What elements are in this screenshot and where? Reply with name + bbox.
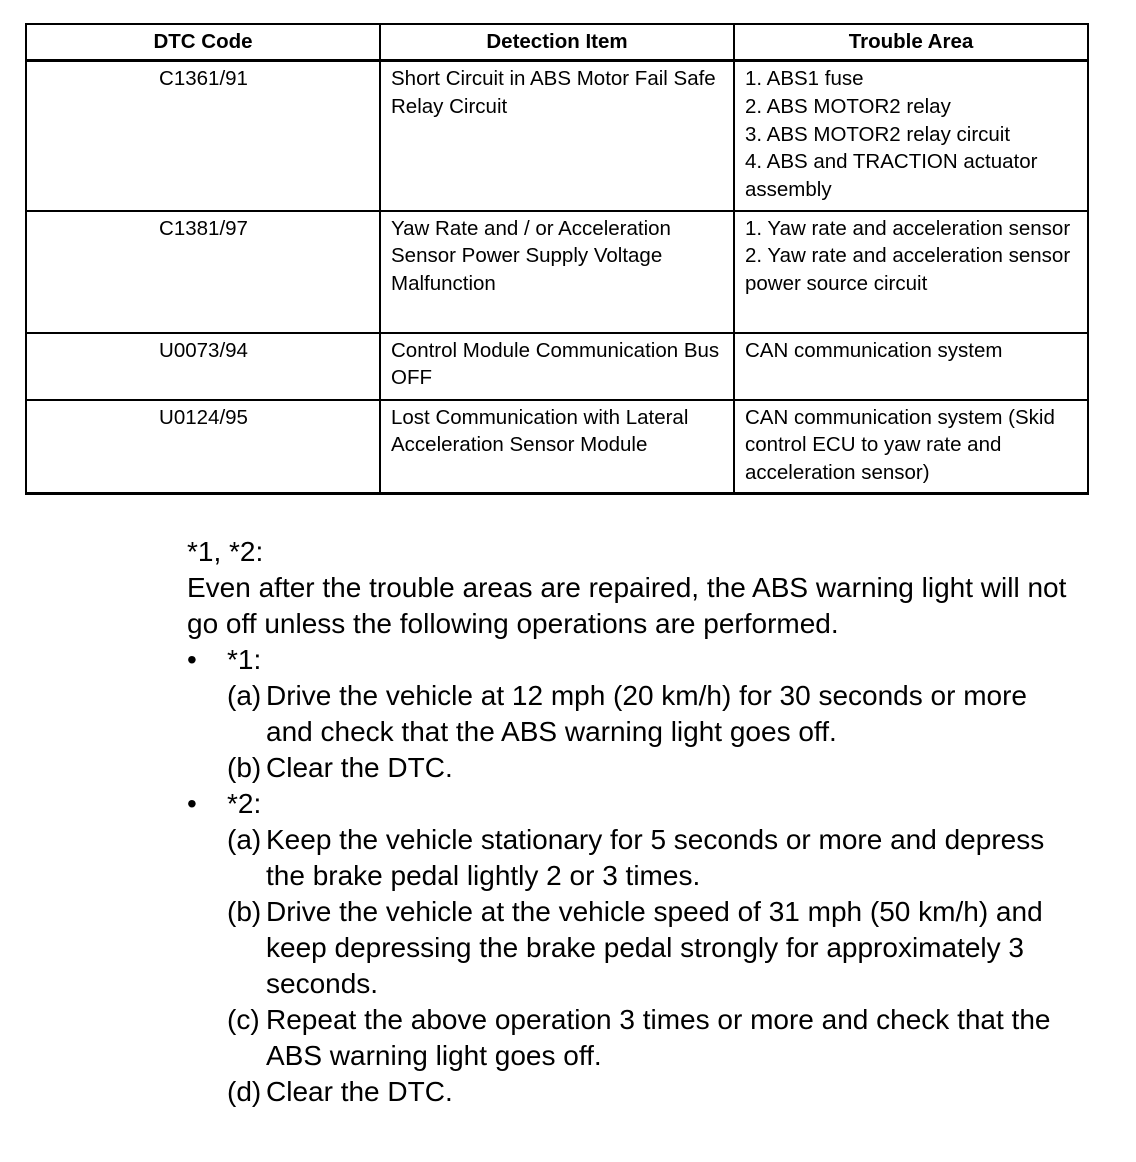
step-letter: (b) bbox=[227, 896, 262, 927]
step-text: Clear the DTC. bbox=[266, 1076, 453, 1107]
detection-item-cell: Lost Communication with Lateral Acceleration Sensor Module bbox=[380, 400, 734, 494]
table-row bbox=[26, 333, 1088, 400]
bullet-label: *1: bbox=[227, 644, 262, 675]
trouble-area-cell bbox=[734, 211, 1088, 333]
step-text: Repeat the above operation 3 times or more and check that the ABS warning light goes off. bbox=[266, 1004, 1051, 1071]
header-detection-item: Detection Item bbox=[380, 24, 734, 61]
step-item bbox=[187, 1074, 1067, 1110]
bullet-icon: • bbox=[187, 644, 197, 675]
dtc-code-cell: U0124/95 bbox=[26, 400, 380, 494]
detection-item-cell: Yaw Rate and / or Acceleration Sensor Power Supply Voltage Malfunction bbox=[380, 211, 734, 333]
notes-intro: Even after the trouble areas are repaired, the ABS warning light will not go off unless the following operations are performed. bbox=[187, 572, 1067, 639]
header-dtc-code: DTC Code bbox=[26, 24, 380, 61]
trouble-area-line: 4. ABS and TRACTION actuator assembly bbox=[745, 150, 1038, 202]
bullet-item bbox=[187, 786, 1067, 822]
step-text: Clear the DTC. bbox=[266, 752, 453, 783]
bullet-item bbox=[187, 642, 1067, 678]
dtc-code-cell: U0073/94 bbox=[26, 333, 380, 400]
notes-reference: *1, *2: bbox=[187, 536, 264, 567]
header-trouble-area: Trouble Area bbox=[734, 24, 1088, 61]
trouble-area-line: CAN communication system (Skid control ECU to yaw rate and acceleration sensor) bbox=[745, 405, 1055, 485]
bullet-label: *2: bbox=[227, 788, 262, 819]
dtc-table bbox=[25, 23, 1089, 495]
table-row bbox=[26, 400, 1088, 494]
notes-section bbox=[187, 534, 1067, 1110]
step-item bbox=[187, 1002, 1067, 1074]
step-letter: (a) bbox=[227, 824, 262, 855]
trouble-area-line: CAN communication system bbox=[745, 338, 1003, 362]
dtc-code-cell: C1361/91 bbox=[26, 61, 380, 211]
step-letter: (d) bbox=[227, 1076, 262, 1107]
step-text: Drive the vehicle at 12 mph (20 km/h) for 30 seconds or more and check that the ABS warning light goes off. bbox=[266, 680, 1028, 747]
dtc-code-cell: C1381/97 bbox=[26, 211, 380, 333]
step-item bbox=[187, 750, 1067, 786]
trouble-area-cell bbox=[734, 400, 1088, 494]
step-text: Drive the vehicle at the vehicle speed of 31 mph (50 km/h) and keep depressing the brake pedal strongly for approximately 3 seconds. bbox=[266, 896, 1043, 999]
trouble-area-line: 2. Yaw rate and acceleration sensor power source circuit bbox=[745, 244, 1071, 296]
trouble-area-line: 3. ABS MOTOR2 relay circuit bbox=[745, 122, 1011, 146]
table-row bbox=[26, 61, 1088, 211]
trouble-area-line: 2. ABS MOTOR2 relay bbox=[745, 94, 951, 118]
step-item bbox=[187, 894, 1067, 1002]
table-header-row bbox=[26, 24, 1088, 61]
bullet-icon: • bbox=[187, 788, 197, 819]
trouble-area-line: 1. ABS1 fuse bbox=[745, 67, 864, 90]
detection-item-cell: Short Circuit in ABS Motor Fail Safe Relay Circuit bbox=[380, 61, 734, 211]
step-letter: (b) bbox=[227, 752, 262, 783]
step-item bbox=[187, 678, 1067, 750]
trouble-area-line: 1. Yaw rate and acceleration sensor bbox=[745, 216, 1071, 240]
detection-item-cell: Control Module Communication Bus OFF bbox=[380, 333, 734, 400]
step-text: Keep the vehicle stationary for 5 seconds or more and depress the brake pedal lightly 2 or 3 times. bbox=[266, 824, 1045, 891]
step-letter: (c) bbox=[227, 1004, 260, 1035]
trouble-area-cell bbox=[734, 61, 1088, 211]
step-item bbox=[187, 822, 1067, 894]
step-letter: (a) bbox=[227, 680, 262, 711]
table-row bbox=[26, 211, 1088, 333]
trouble-area-cell bbox=[734, 333, 1088, 400]
